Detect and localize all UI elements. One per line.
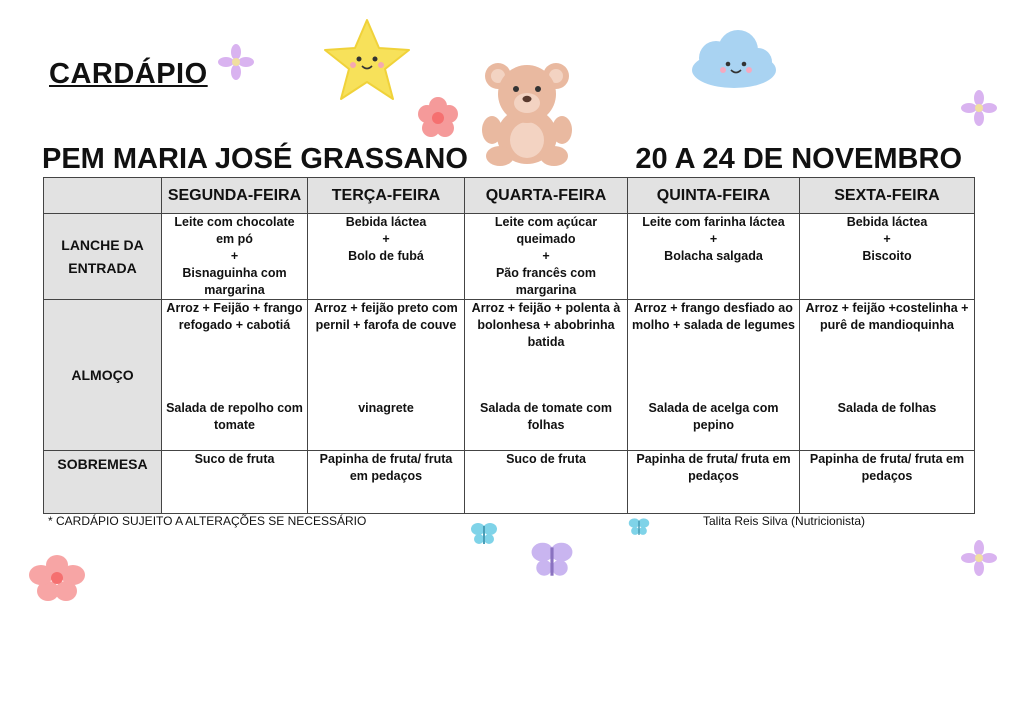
school-name: PEM MARIA JOSÉ GRASSANO (42, 143, 468, 175)
day-header: SEXTA-FEIRA (800, 178, 975, 214)
butterfly-icon (530, 538, 574, 582)
butterfly-icon (470, 520, 498, 548)
table-row (44, 214, 975, 300)
corner-cell (44, 178, 162, 214)
nutritionist-signature: Talita Reis Silva (Nutricionista) (703, 514, 866, 528)
week-dates: 20 A 24 DE NOVEMBRO (635, 143, 962, 175)
menu-cell: Suco de fruta (465, 451, 628, 514)
menu-cell: Suco de fruta (162, 451, 308, 514)
day-header: QUINTA-FEIRA (628, 178, 800, 214)
butterfly-icon (628, 516, 650, 538)
menu-cell: Leite com açúcar queimado + Pão francês com margarina (465, 214, 628, 300)
day-header: SEGUNDA-FEIRA (162, 178, 308, 214)
menu-cell: Papinha de fruta/ fruta em pedaços (308, 451, 465, 514)
row-label-lanche: LANCHE DA ENTRADA (44, 214, 162, 300)
menu-cell: Arroz + frango desfiado ao molho + salada de legumes Salada de acelga com pepino (628, 300, 800, 451)
table-row (44, 300, 975, 451)
row-label-almoco: ALMOÇO (44, 300, 162, 451)
menu-cell: Arroz + feijão +costelinha + purê de mandioquinha Salada de folhas (800, 300, 975, 451)
menu-table (43, 177, 975, 514)
cloud-icon (686, 26, 782, 92)
menu-cell: Leite com chocolate em pó + Bisnaguinha com margarina (162, 214, 308, 300)
flower-icon (416, 96, 460, 140)
flower-icon (961, 90, 997, 126)
day-header: TERÇA-FEIRA (308, 178, 465, 214)
day-header: QUARTA-FEIRA (465, 178, 628, 214)
menu-cell: Bebida láctea + Bolo de fubá (308, 214, 465, 300)
menu-cell: Leite com farinha láctea + Bolacha salgada (628, 214, 800, 300)
menu-cell: Bebida láctea + Biscoito (800, 214, 975, 300)
menu-cell: Papinha de fruta/ fruta em pedaços (628, 451, 800, 514)
menu-cell: Arroz + feijão + polenta à bolonhesa + abobrinha batida Salada de tomate com folhas (465, 300, 628, 451)
menu-cell: Arroz + Feijão + frango refogado + cabotiá Salada de repolho com tomate (162, 300, 308, 451)
row-label-sobremesa: SOBREMESA (44, 451, 162, 514)
disclaimer-note: * CARDÁPIO SUJEITO A ALTERAÇÕES SE NECESSÁRIO (48, 514, 367, 528)
flower-icon (961, 540, 997, 576)
page-title: CARDÁPIO (49, 58, 208, 90)
table-row (44, 451, 975, 514)
menu-cell: Arroz + feijão preto com pernil + farofa de couve vinagrete (308, 300, 465, 451)
flower-icon (218, 44, 254, 80)
flower-icon (28, 555, 86, 601)
menu-cell: Papinha de fruta/ fruta em pedaços (800, 451, 975, 514)
table-header-row (44, 178, 975, 214)
teddy-bear-icon (478, 58, 576, 168)
star-icon (322, 17, 412, 103)
